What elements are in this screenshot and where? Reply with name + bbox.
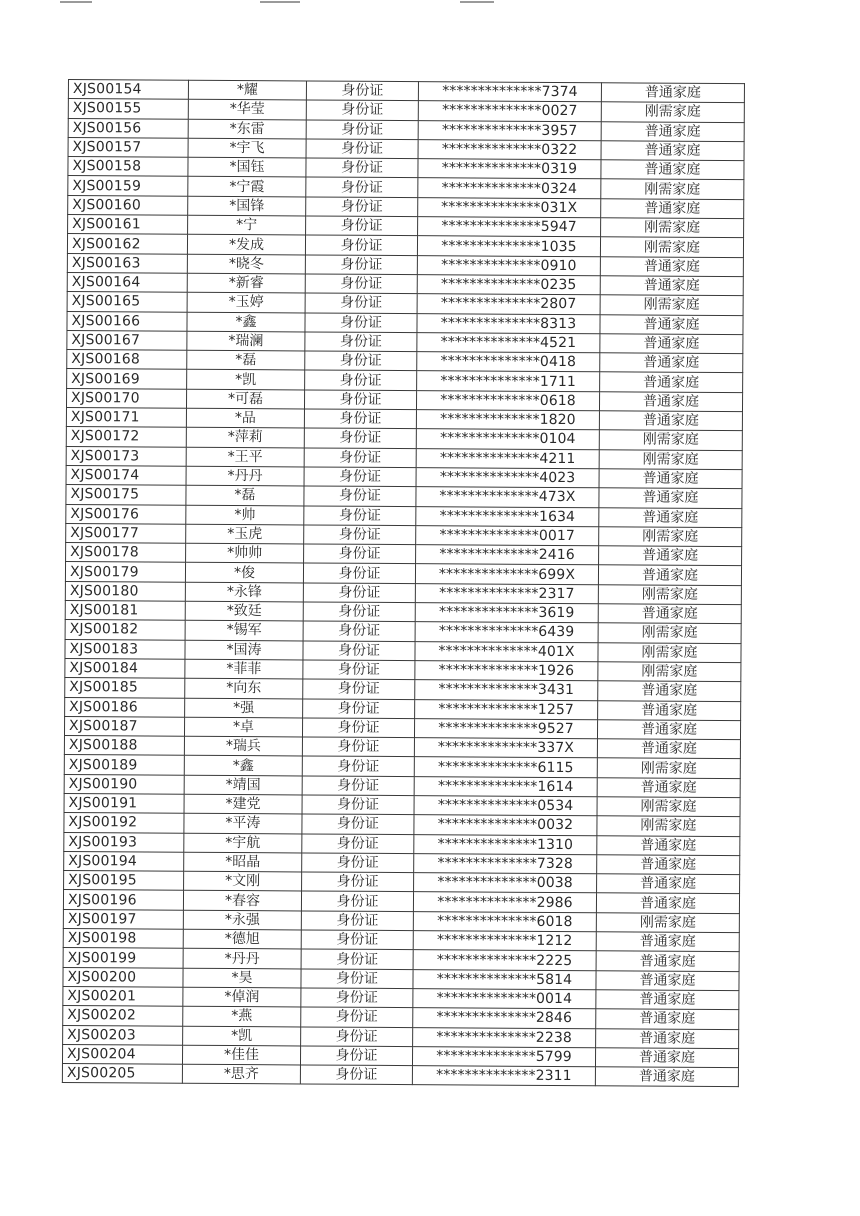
- applicant-name-cell: *玉婷: [187, 292, 305, 312]
- family-category-cell: 普通家庭: [596, 970, 739, 990]
- id-type-cell: 身份证: [306, 139, 418, 159]
- family-category-cell: 普通家庭: [599, 392, 742, 412]
- id-type-cell: 身份证: [304, 544, 416, 564]
- family-category-cell: 普通家庭: [601, 160, 744, 180]
- family-category-cell: 普通家庭: [598, 565, 741, 585]
- record-id-cell: XJS00170: [66, 388, 186, 408]
- family-category-cell: 普通家庭: [596, 1009, 739, 1029]
- id-type-cell: 身份证: [301, 891, 413, 911]
- id-number-cell: **************1310: [414, 834, 597, 854]
- id-number-cell: **************4521: [417, 332, 600, 352]
- id-type-cell: 身份证: [304, 428, 416, 448]
- id-number-cell: **************031X: [418, 197, 601, 217]
- id-type-cell: 身份证: [304, 390, 416, 410]
- record-id-cell: XJS00163: [67, 253, 187, 273]
- family-category-cell: 刚需家庭: [598, 584, 741, 604]
- id-number-cell: **************473X: [416, 487, 599, 507]
- applicant-name-cell: *永强: [183, 910, 301, 930]
- family-category-cell: 刚需家庭: [601, 218, 744, 238]
- record-id-cell: XJS00200: [63, 967, 183, 987]
- id-type-cell: 身份证: [303, 660, 415, 680]
- record-id-cell: XJS00176: [66, 504, 186, 524]
- id-type-cell: 身份证: [304, 525, 416, 545]
- applicant-name-cell: *佳佳: [182, 1045, 300, 1065]
- id-type-cell: 身份证: [301, 988, 413, 1008]
- id-number-cell: **************0235: [417, 275, 600, 295]
- applicant-name-cell: *俊: [185, 563, 303, 583]
- id-number-cell: **************0104: [416, 429, 599, 449]
- id-type-cell: 身份证: [301, 930, 413, 950]
- record-id-cell: XJS00183: [65, 639, 185, 659]
- record-id-cell: XJS00158: [68, 157, 188, 177]
- record-id-cell: XJS00171: [66, 408, 186, 428]
- applicant-name-cell: *玉虎: [186, 524, 304, 544]
- family-category-cell: 刚需家庭: [601, 179, 744, 199]
- id-type-cell: 身份证: [303, 621, 415, 641]
- id-number-cell: **************2238: [413, 1027, 596, 1047]
- family-category-cell: 普通家庭: [596, 932, 739, 952]
- record-id-cell: XJS00201: [63, 986, 183, 1006]
- applicant-name-cell: *卓: [184, 717, 302, 737]
- record-id-cell: XJS00159: [68, 176, 188, 196]
- id-type-cell: 身份证: [305, 293, 417, 313]
- id-type-cell: 身份证: [303, 698, 415, 718]
- family-category-cell: 刚需家庭: [599, 430, 742, 450]
- roster-table-body: [62, 80, 744, 1088]
- family-category-cell: 刚需家庭: [596, 913, 739, 933]
- record-id-cell: XJS00188: [64, 736, 184, 756]
- family-category-cell: 普通家庭: [601, 141, 744, 161]
- applicant-name-cell: *强: [185, 698, 303, 718]
- id-number-cell: **************0534: [414, 796, 597, 816]
- id-type-cell: 身份证: [301, 1007, 413, 1027]
- id-number-cell: **************4023: [416, 468, 599, 488]
- id-type-cell: 身份证: [302, 756, 414, 776]
- family-category-cell: 普通家庭: [599, 507, 742, 527]
- applicant-name-cell: *磊: [187, 350, 305, 370]
- record-id-cell: XJS00196: [63, 890, 183, 910]
- family-category-cell: 普通家庭: [599, 546, 742, 566]
- record-id-cell: XJS00166: [67, 311, 187, 331]
- family-category-cell: 普通家庭: [595, 1048, 738, 1068]
- id-type-cell: 身份证: [303, 679, 415, 699]
- id-number-cell: **************2416: [416, 545, 599, 565]
- record-id-cell: XJS00174: [66, 465, 186, 485]
- record-id-cell: XJS00161: [68, 215, 188, 235]
- applicant-name-cell: *鑫: [187, 312, 305, 332]
- family-category-cell: 普通家庭: [600, 334, 743, 354]
- roster-sheet: [62, 79, 744, 1088]
- family-category-cell: 刚需家庭: [598, 623, 741, 643]
- applicant-name-cell: *丹丹: [183, 949, 301, 969]
- applicant-name-cell: *菲菲: [185, 659, 303, 679]
- id-number-cell: **************2986: [413, 892, 596, 912]
- id-type-cell: 身份证: [301, 949, 413, 969]
- id-number-cell: **************5947: [418, 217, 601, 237]
- record-id-cell: XJS00179: [65, 562, 185, 582]
- id-type-cell: 身份证: [305, 351, 417, 371]
- applicant-name-cell: *倬润: [183, 987, 301, 1007]
- id-type-cell: 身份证: [306, 158, 418, 178]
- record-id-cell: XJS00190: [64, 774, 184, 794]
- record-id-cell: XJS00186: [65, 697, 185, 717]
- family-category-cell: 普通家庭: [600, 256, 743, 276]
- applicant-name-cell: *宁: [188, 215, 306, 235]
- family-category-cell: 刚需家庭: [598, 662, 741, 682]
- id-number-cell: **************2846: [413, 1008, 596, 1028]
- family-category-cell: 普通家庭: [601, 83, 744, 103]
- id-type-cell: 身份证: [302, 737, 414, 757]
- record-id-cell: XJS00181: [65, 601, 185, 621]
- family-category-cell: 普通家庭: [600, 372, 743, 392]
- family-category-cell: 普通家庭: [596, 1028, 739, 1048]
- record-id-cell: XJS00160: [68, 195, 188, 215]
- applicant-name-cell: *华莹: [188, 100, 306, 120]
- id-number-cell: **************337X: [414, 738, 597, 758]
- record-id-cell: XJS00168: [67, 350, 187, 370]
- id-type-cell: 身份证: [302, 853, 414, 873]
- id-type-cell: 身份证: [306, 81, 418, 101]
- record-id-cell: XJS00155: [68, 99, 188, 119]
- id-type-cell: 身份证: [305, 313, 417, 333]
- scan-edge-marks: [0, 0, 860, 10]
- id-number-cell: **************6439: [415, 622, 598, 642]
- family-category-cell: 刚需家庭: [601, 102, 744, 122]
- family-category-cell: 普通家庭: [597, 835, 740, 855]
- record-id-cell: XJS00205: [62, 1064, 182, 1084]
- record-id-cell: XJS00178: [66, 543, 186, 563]
- applicant-name-cell: *思齐: [182, 1064, 300, 1084]
- id-number-cell: **************0319: [418, 159, 601, 179]
- record-id-cell: XJS00167: [67, 330, 187, 350]
- id-number-cell: **************4211: [416, 448, 599, 468]
- id-type-cell: 身份证: [304, 505, 416, 525]
- id-type-cell: 身份证: [305, 255, 417, 275]
- id-number-cell: **************7328: [414, 854, 597, 874]
- id-number-cell: **************0038: [414, 873, 597, 893]
- record-id-cell: XJS00192: [64, 813, 184, 833]
- id-type-cell: 身份证: [305, 274, 417, 294]
- id-number-cell: **************1820: [416, 410, 599, 430]
- id-number-cell: **************699X: [415, 564, 598, 584]
- record-id-cell: XJS00164: [67, 272, 187, 292]
- id-number-cell: **************5814: [413, 969, 596, 989]
- id-number-cell: **************5799: [412, 1046, 595, 1066]
- id-type-cell: 身份证: [300, 1046, 412, 1066]
- record-id-cell: XJS00157: [68, 137, 188, 157]
- applicant-name-cell: *可磊: [186, 389, 304, 409]
- applicant-name-cell: *致廷: [185, 601, 303, 621]
- record-id-cell: XJS00162: [67, 234, 187, 254]
- applicant-name-cell: *瑞兵: [184, 736, 302, 756]
- id-number-cell: **************2807: [417, 294, 600, 314]
- applicant-name-cell: *东雷: [188, 119, 306, 139]
- applicant-name-cell: *昭晶: [184, 852, 302, 872]
- id-type-cell: 身份证: [303, 583, 415, 603]
- family-category-cell: 普通家庭: [597, 874, 740, 894]
- id-number-cell: **************1035: [417, 236, 600, 256]
- roster-table: [62, 79, 745, 1088]
- record-id-cell: XJS00202: [63, 1006, 183, 1026]
- id-number-cell: **************1212: [413, 931, 596, 951]
- id-number-cell: **************0418: [417, 352, 600, 372]
- id-number-cell: **************3619: [415, 603, 598, 623]
- applicant-name-cell: *帅: [186, 505, 304, 525]
- id-number-cell: **************1257: [415, 699, 598, 719]
- id-type-cell: 身份证: [305, 332, 417, 352]
- id-type-cell: 身份证: [303, 641, 415, 661]
- record-id-cell: XJS00169: [67, 369, 187, 389]
- applicant-name-cell: *宇航: [184, 833, 302, 853]
- applicant-name-cell: *萍莉: [186, 428, 304, 448]
- record-id-cell: XJS00172: [66, 427, 186, 447]
- applicant-name-cell: *德旭: [183, 929, 301, 949]
- family-category-cell: 普通家庭: [599, 488, 742, 508]
- id-type-cell: 身份证: [304, 486, 416, 506]
- table-row: [62, 1064, 738, 1087]
- id-number-cell: **************7374: [418, 82, 601, 102]
- id-number-cell: **************0322: [418, 140, 601, 160]
- id-number-cell: **************6115: [414, 757, 597, 777]
- applicant-name-cell: *国涛: [185, 640, 303, 660]
- id-type-cell: 身份证: [305, 235, 417, 255]
- applicant-name-cell: *春容: [183, 891, 301, 911]
- id-number-cell: **************3431: [415, 680, 598, 700]
- id-type-cell: 身份证: [301, 1026, 413, 1046]
- id-number-cell: **************8313: [417, 313, 600, 333]
- id-type-cell: 身份证: [306, 216, 418, 236]
- id-type-cell: 身份证: [306, 177, 418, 197]
- id-number-cell: **************0014: [413, 989, 596, 1009]
- applicant-name-cell: *耀: [188, 80, 306, 100]
- id-number-cell: **************0027: [418, 101, 601, 121]
- id-number-cell: **************0017: [416, 525, 599, 545]
- record-id-cell: XJS00199: [63, 948, 183, 968]
- id-number-cell: **************1711: [417, 371, 600, 391]
- family-category-cell: 普通家庭: [598, 604, 741, 624]
- record-id-cell: XJS00195: [64, 871, 184, 891]
- id-number-cell: **************0618: [416, 390, 599, 410]
- applicant-name-cell: *新睿: [187, 273, 305, 293]
- id-number-cell: **************2311: [412, 1066, 595, 1086]
- id-number-cell: **************2317: [415, 583, 598, 603]
- family-category-cell: 普通家庭: [600, 353, 743, 373]
- record-id-cell: XJS00194: [64, 851, 184, 871]
- record-id-cell: XJS00187: [64, 716, 184, 736]
- record-id-cell: XJS00203: [63, 1025, 183, 1045]
- id-type-cell: 身份证: [306, 100, 418, 120]
- id-type-cell: 身份证: [306, 120, 418, 140]
- record-id-cell: XJS00184: [65, 658, 185, 678]
- id-type-cell: 身份证: [301, 911, 413, 931]
- applicant-name-cell: *发成: [187, 235, 305, 255]
- family-category-cell: 普通家庭: [597, 855, 740, 875]
- family-category-cell: 刚需家庭: [597, 797, 740, 817]
- applicant-name-cell: *瑞澜: [187, 331, 305, 351]
- record-id-cell: XJS00180: [65, 581, 185, 601]
- applicant-name-cell: *国钰: [188, 157, 306, 177]
- id-type-cell: 身份证: [302, 872, 414, 892]
- id-number-cell: **************3957: [418, 120, 601, 140]
- family-category-cell: 普通家庭: [597, 777, 740, 797]
- applicant-name-cell: *凯: [187, 370, 305, 390]
- applicant-name-cell: *文刚: [184, 871, 302, 891]
- applicant-name-cell: *宁霞: [188, 177, 306, 197]
- id-number-cell: **************0324: [418, 178, 601, 198]
- family-category-cell: 普通家庭: [601, 121, 744, 141]
- family-category-cell: 普通家庭: [599, 411, 742, 431]
- family-category-cell: 普通家庭: [596, 990, 739, 1010]
- id-type-cell: 身份证: [305, 370, 417, 390]
- family-category-cell: 刚需家庭: [598, 642, 741, 662]
- family-category-cell: 普通家庭: [600, 276, 743, 296]
- family-category-cell: 刚需家庭: [597, 816, 740, 836]
- id-type-cell: 身份证: [301, 969, 413, 989]
- id-type-cell: 身份证: [302, 795, 414, 815]
- id-type-cell: 身份证: [303, 563, 415, 583]
- applicant-name-cell: *靖国: [184, 775, 302, 795]
- id-number-cell: **************0910: [417, 255, 600, 275]
- family-category-cell: 刚需家庭: [599, 449, 742, 469]
- family-category-cell: 刚需家庭: [597, 758, 740, 778]
- id-type-cell: 身份证: [302, 834, 414, 854]
- record-id-cell: XJS00182: [65, 620, 185, 640]
- applicant-name-cell: *永锋: [185, 582, 303, 602]
- id-type-cell: 身份证: [302, 718, 414, 738]
- id-type-cell: 身份证: [300, 1065, 412, 1085]
- applicant-name-cell: *晓冬: [187, 254, 305, 274]
- id-type-cell: 身份证: [304, 467, 416, 487]
- family-category-cell: 普通家庭: [598, 681, 741, 701]
- id-number-cell: **************1614: [414, 776, 597, 796]
- applicant-name-cell: *品: [186, 408, 304, 428]
- family-category-cell: 普通家庭: [595, 1067, 738, 1087]
- record-id-cell: XJS00165: [67, 292, 187, 312]
- record-id-cell: XJS00193: [64, 832, 184, 852]
- record-id-cell: XJS00173: [66, 446, 186, 466]
- family-category-cell: 刚需家庭: [600, 295, 743, 315]
- applicant-name-cell: *锡军: [185, 621, 303, 641]
- applicant-name-cell: *磊: [186, 485, 304, 505]
- record-id-cell: XJS00204: [62, 1044, 182, 1064]
- family-category-cell: 刚需家庭: [599, 527, 742, 547]
- applicant-name-cell: *平涛: [184, 814, 302, 834]
- family-category-cell: 普通家庭: [597, 739, 740, 759]
- id-type-cell: 身份证: [302, 776, 414, 796]
- id-number-cell: **************401X: [415, 641, 598, 661]
- applicant-name-cell: *宇飞: [188, 138, 306, 158]
- record-id-cell: XJS00175: [66, 485, 186, 505]
- family-category-cell: 普通家庭: [601, 199, 744, 219]
- record-id-cell: XJS00185: [65, 678, 185, 698]
- id-type-cell: 身份证: [304, 448, 416, 468]
- record-id-cell: XJS00198: [63, 929, 183, 949]
- family-category-cell: 普通家庭: [598, 700, 741, 720]
- id-number-cell: **************1634: [416, 506, 599, 526]
- id-number-cell: **************9527: [414, 718, 597, 738]
- applicant-name-cell: *帅帅: [186, 543, 304, 563]
- id-type-cell: 身份证: [306, 197, 418, 217]
- applicant-name-cell: *昊: [183, 968, 301, 988]
- id-type-cell: 身份证: [303, 602, 415, 622]
- record-id-cell: XJS00197: [63, 909, 183, 929]
- record-id-cell: XJS00177: [66, 523, 186, 543]
- family-category-cell: 普通家庭: [596, 951, 739, 971]
- id-type-cell: 身份证: [304, 409, 416, 429]
- applicant-name-cell: *丹丹: [186, 466, 304, 486]
- family-category-cell: 刚需家庭: [600, 237, 743, 257]
- id-number-cell: **************1926: [415, 661, 598, 681]
- applicant-name-cell: *鑫: [184, 756, 302, 776]
- family-category-cell: 普通家庭: [596, 893, 739, 913]
- family-category-cell: 普通家庭: [597, 720, 740, 740]
- record-id-cell: XJS00189: [64, 755, 184, 775]
- applicant-name-cell: *王平: [186, 447, 304, 467]
- record-id-cell: XJS00156: [68, 118, 188, 138]
- applicant-name-cell: *建党: [184, 794, 302, 814]
- id-number-cell: **************6018: [413, 911, 596, 931]
- id-number-cell: **************0032: [414, 815, 597, 835]
- family-category-cell: 普通家庭: [600, 314, 743, 334]
- applicant-name-cell: *燕: [183, 1006, 301, 1026]
- applicant-name-cell: *凯: [183, 1026, 301, 1046]
- id-type-cell: 身份证: [302, 814, 414, 834]
- id-number-cell: **************2225: [413, 950, 596, 970]
- record-id-cell: XJS00191: [64, 793, 184, 813]
- applicant-name-cell: *向东: [185, 678, 303, 698]
- family-category-cell: 普通家庭: [599, 469, 742, 489]
- record-id-cell: XJS00154: [68, 80, 188, 100]
- applicant-name-cell: *国锋: [188, 196, 306, 216]
